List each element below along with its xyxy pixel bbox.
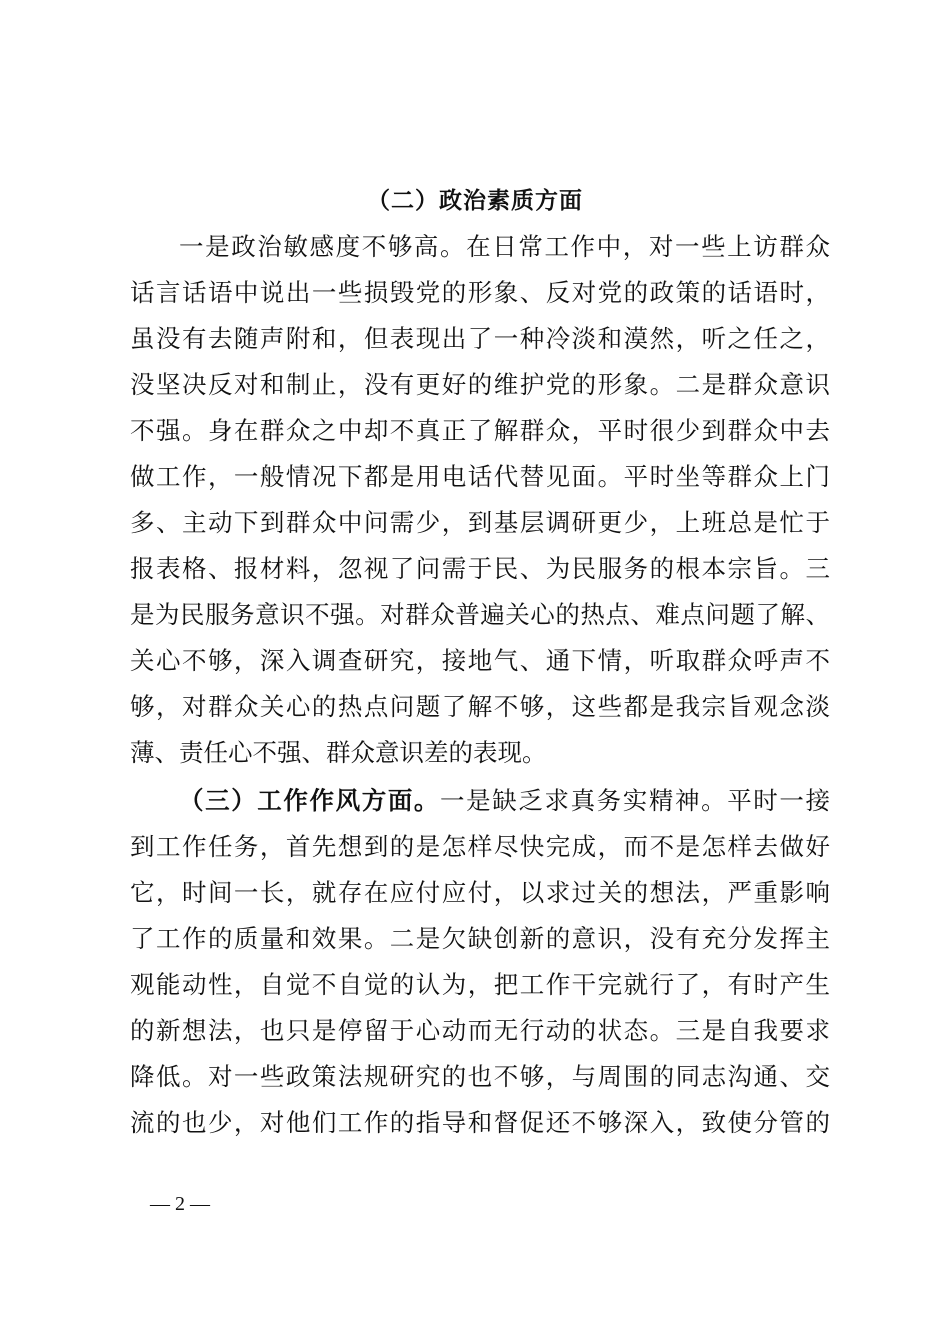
text-line: 话言话语中说出一些损毁党的形象、反对党的政策的话语时， [130, 278, 830, 307]
text-line: 到工作任务，首先想到的是怎样尽快完成，而不是怎样去做好 [130, 832, 830, 861]
paragraph-lead-heading: （三）工作作风方面。 [179, 786, 441, 815]
text-line: 薄、责任心不强、群众意识差的表现。 [130, 738, 547, 767]
text-line: 一是政治敏感度不够高。在日常工作中，对一些上访群众 [179, 232, 830, 261]
page-number: — 2 — [150, 1193, 210, 1215]
text-line: 不强。身在群众之中却不真正了解群众，平时很少到群众中去 [130, 416, 830, 445]
text-line: 虽没有去随声附和，但表现出了一种冷淡和漠然，听之任之， [130, 324, 830, 353]
text-line: 多、主动下到群众中问需少，到基层调研更少，上班总是忙于 [130, 508, 830, 537]
text-line-rest: 一是缺乏求真务实精神。平时一接 [440, 786, 831, 815]
text-line: 降低。对一些政策法规研究的也不够，与周围的同志沟通、交 [130, 1062, 830, 1091]
paragraph-political-quality [130, 224, 830, 776]
text-line: 了工作的质量和效果。二是欠缺创新的意识，没有充分发挥主 [130, 924, 830, 953]
text-line: 报表格、报材料，忽视了问需于民、为民服务的根本宗旨。三 [130, 554, 830, 583]
text-line: 没坚决反对和制止，没有更好的维护党的形象。二是群众意识 [130, 370, 830, 399]
text-line-first [130, 778, 830, 824]
text-line: 流的也少，对他们工作的指导和督促还不够深入，致使分管的 [130, 1108, 830, 1137]
text-line: 够，对群众关心的热点问题了解不够，这些都是我宗旨观念淡 [130, 692, 830, 721]
text-line: 关心不够，深入调查研究，接地气、通下情，听取群众呼声不 [130, 646, 830, 675]
text-line: 观能动性，自觉不自觉的认为，把工作干完就行了，有时产生 [130, 970, 830, 999]
paragraph-work-style [130, 778, 830, 1146]
text-line: 做工作，一般情况下都是用电话代替见面。平时坐等群众上门 [130, 462, 830, 491]
section-heading: （二）政治素质方面 [367, 187, 583, 214]
text-line: 它，时间一长，就存在应付应付，以求过关的想法，严重影响 [130, 878, 830, 907]
text-line: 是为民服务意识不强。对群众普遍关心的热点、难点问题了解、 [130, 600, 830, 629]
text-line: 的新想法，也只是停留于心动而无行动的状态。三是自我要求 [130, 1016, 830, 1045]
